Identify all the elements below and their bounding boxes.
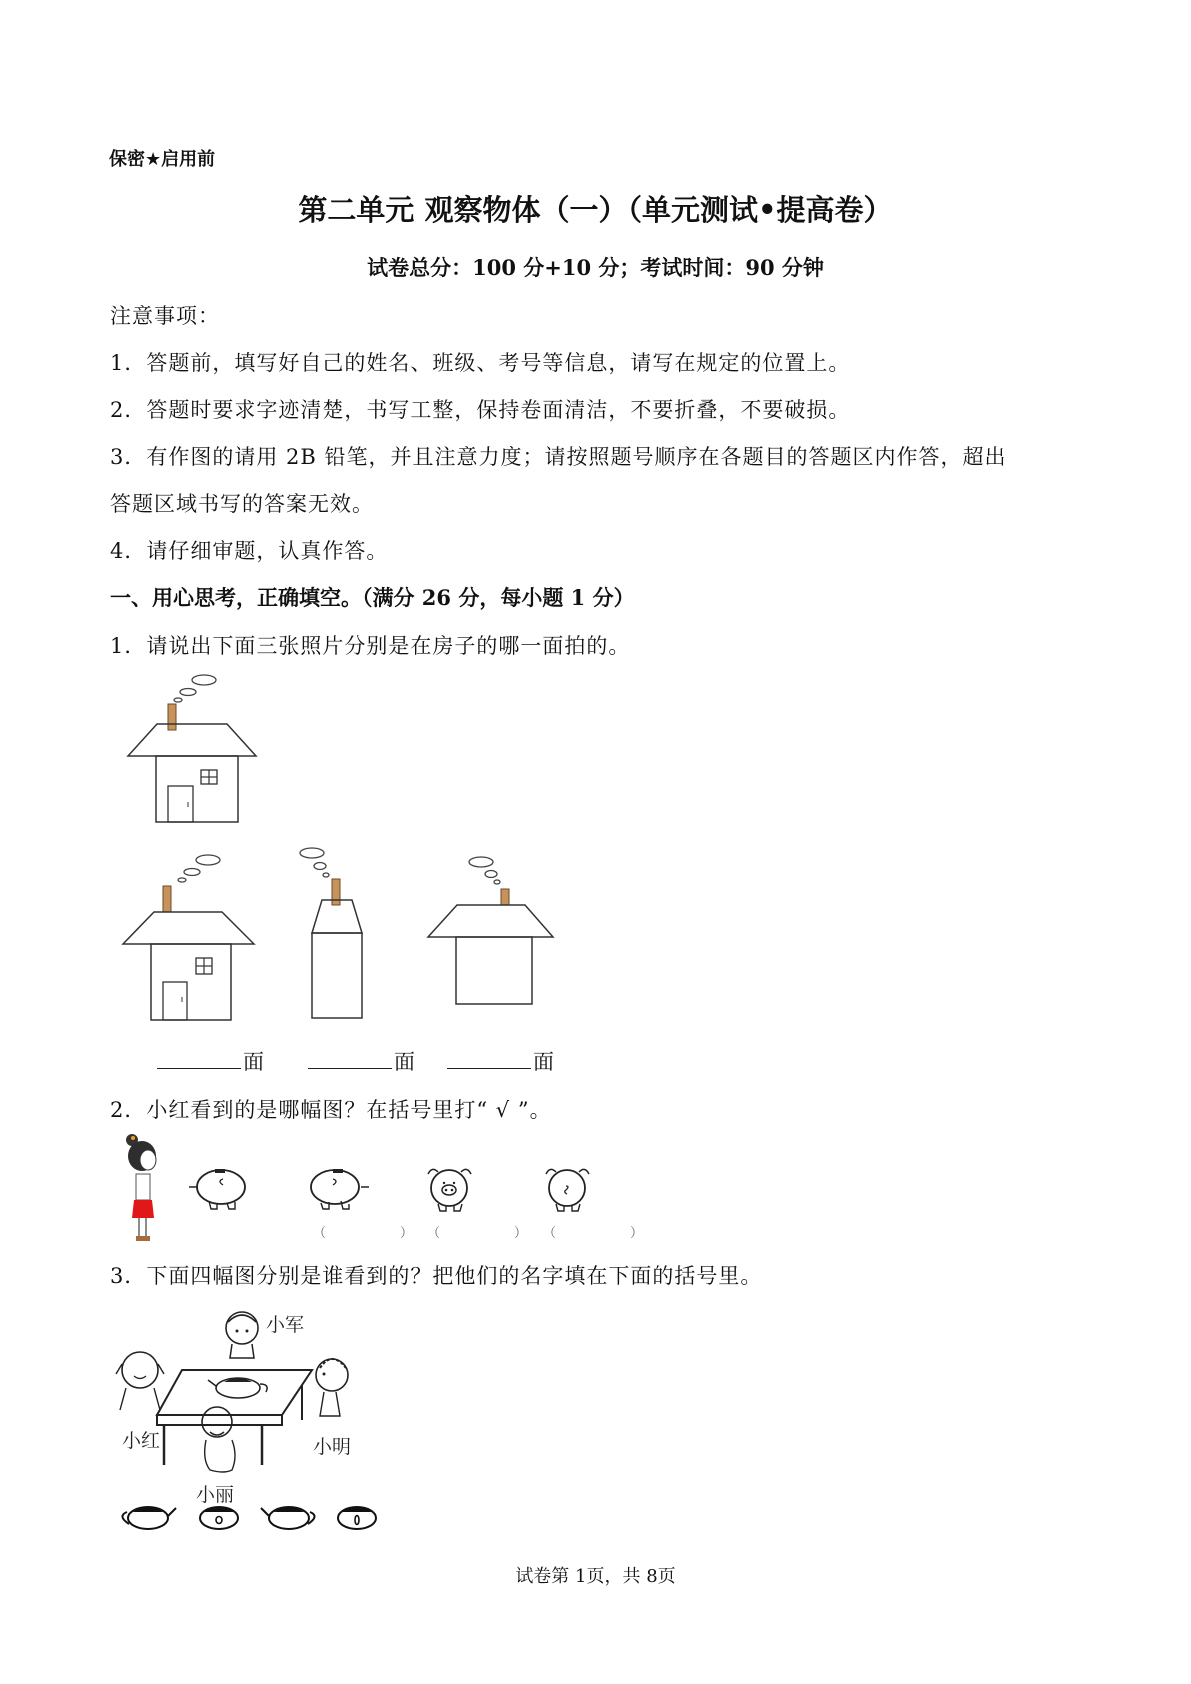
house-front-view-image: [118, 852, 268, 1027]
notice-heading: 注意事项：: [110, 304, 220, 328]
teapot-front-image: [196, 1498, 242, 1534]
exam-info: 试卷总分：100 分+10 分；考试时间：90 分钟: [367, 255, 824, 280]
name-label-left: 小红: [122, 1430, 161, 1452]
blank-line[interactable]: [157, 1050, 241, 1069]
name-label-right: 小明: [313, 1436, 352, 1458]
pig-side-left-image: [185, 1165, 255, 1215]
answer-blank-2[interactable]: 面: [308, 1046, 415, 1076]
question-2-text: 2．小红看到的是哪幅图？在括号里打“ √ ”。: [110, 1098, 552, 1122]
answer-paren-pig-3[interactable]: （ ）: [427, 1226, 544, 1241]
pig-side-right-image: [303, 1165, 373, 1215]
confidential-label: 保密★启用前: [109, 149, 216, 170]
answer-blank-1[interactable]: 面: [157, 1046, 264, 1076]
house-front-reference-image: [112, 672, 262, 832]
pig-back-image: [540, 1162, 595, 1217]
answer-paren-pig-2[interactable]: （ ）: [313, 1226, 430, 1241]
notice-item-1: 1．答题前，填写好自己的姓名、班级、考号等信息，请写在规定的位置上。: [110, 351, 851, 375]
page-number: 试卷第 1页，共 8页: [515, 1566, 676, 1587]
question-3-text: 3．下面四幅图分别是谁看到的？把他们的名字填在下面的括号里。: [110, 1264, 763, 1288]
house-back-view-image: [425, 852, 560, 1012]
teapot-back-image: [334, 1498, 380, 1534]
pig-front-image: [422, 1162, 477, 1217]
blank-line[interactable]: [308, 1050, 392, 1069]
teapot-spout-left-image: [258, 1498, 320, 1534]
blank-line[interactable]: [447, 1050, 531, 1069]
notice-item-4: 4．请仔细审题，认真作答。: [110, 539, 389, 563]
notice-item-2: 2．答题时要求字迹清楚，书写工整，保持卷面清洁，不要折叠，不要破损。: [110, 398, 851, 422]
house-side-view-image: [296, 845, 376, 1025]
page-title: 第二单元 观察物体（一）（单元测试•提高卷）: [298, 193, 893, 227]
name-label-top: 小军: [266, 1314, 305, 1336]
answer-paren-pig-4[interactable]: （ ）: [543, 1226, 660, 1241]
notice-item-3-cont: 答题区域书写的答案无效。: [110, 492, 374, 516]
girl-xiaohong-image: [122, 1130, 167, 1245]
teapot-spout-right-image: [117, 1498, 179, 1534]
section-heading: 一、用心思考，正确填空。（满分 26 分，每小题 1 分）: [110, 585, 635, 610]
name-label-bottom: 小丽: [196, 1484, 235, 1506]
notice-item-3: 3．有作图的请用 2B 铅笔，并且注意力度；请按照题号顺序在各题目的答题区内作答，超出: [110, 445, 1007, 469]
answer-blank-3[interactable]: 面: [447, 1046, 554, 1076]
question-1-text: 1．请说出下面三张照片分别是在房子的哪一面拍的。: [110, 634, 631, 658]
